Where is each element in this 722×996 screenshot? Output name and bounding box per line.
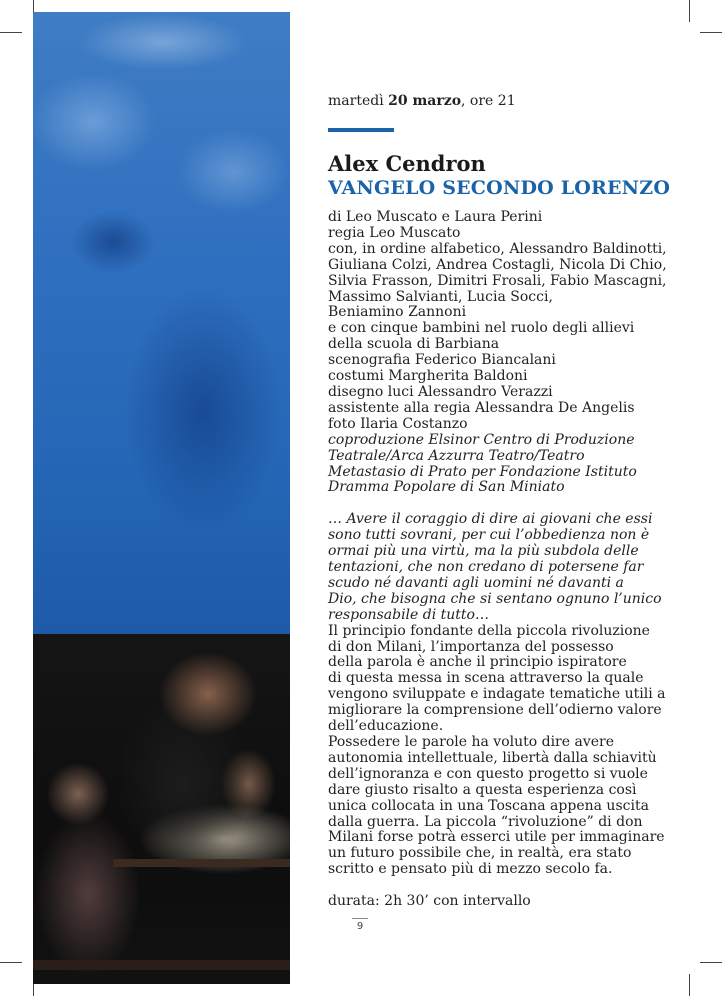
paragraph-line: della parola è anche il principio ispiratore: [328, 654, 627, 671]
coproduction-line: coproduzione Elsinor Centro di Produzione: [328, 431, 635, 448]
paragraph-1: [328, 622, 666, 735]
paragraph-line: Possedere le parole ha voluto dire avere: [328, 734, 615, 750]
credit-line: scenografia Federico Biancalani: [328, 352, 556, 369]
credit-line: con, in ordine alfabetico, Alessandro Baldinotti,: [328, 240, 667, 257]
event-date: [328, 92, 648, 110]
coproduction-line: Teatrale/Arca Azzurra Teatro/Teatro: [328, 447, 585, 464]
quote-block: [328, 511, 662, 623]
credit-line: della scuola di Barbiana: [328, 336, 500, 353]
artist-name: Alex Cendron: [328, 151, 486, 176]
paragraph-line: unica collocata in una Toscana appena uscita: [328, 797, 649, 814]
quote-line: Dio, che bisogna che si sentano ognuno l’unico: [328, 590, 662, 607]
crop-mark: [700, 32, 722, 33]
quote-line: ormai più una virtù, ma la più subdola delle: [328, 543, 639, 560]
credit-line: Silvia Frasson, Dimitri Frosali, Fabio Mascagni,: [328, 272, 667, 289]
paragraph-2: [328, 734, 665, 878]
event-text-column: [328, 92, 671, 910]
credit-line: foto Ilaria Costanzo: [328, 415, 468, 432]
duration: durata: 2h 30’ con intervallo: [328, 893, 531, 910]
paragraph-line: autonomia intellettuale, libertà dalla schiavitù: [328, 749, 657, 766]
credit-line: assistente alla regia Alessandra De Angelis: [328, 399, 635, 416]
date-prefix: martedì: [328, 93, 389, 109]
accent-rule: [328, 128, 394, 132]
date-bold: 20 marzo: [388, 93, 462, 109]
credit-line: disegno luci Alessandro Verazzi: [328, 383, 553, 400]
credit-line: regia Leo Muscato: [328, 224, 461, 241]
crop-mark: [700, 962, 722, 963]
quote-line: scudo né davanti agli uomini né davanti a: [328, 574, 624, 591]
crop-mark: [0, 32, 22, 33]
paragraph-line: migliorare la comprensione dell’odierno valore: [328, 702, 662, 719]
paragraph-line: dare giusto risalto a questa esperienza così: [328, 781, 637, 798]
quote-line: sono tutti sovrani, per cui l’obbedienza non è: [328, 527, 650, 544]
photo-column: [33, 12, 290, 984]
crop-mark: [0, 962, 22, 963]
credits-list: [328, 209, 667, 433]
credit-line: costumi Margherita Baldoni: [328, 368, 528, 385]
credit-line: Beniamino Zannoni: [328, 304, 467, 321]
coproduction-block: [328, 433, 648, 497]
crop-mark: [689, 974, 690, 996]
quote-line: … Avere il coraggio di dire ai giovani che essi: [328, 511, 653, 528]
coproduction-line: Dramma Popolare di San Miniato: [328, 479, 565, 496]
paragraph-line: Milani forse potrà esserci utile per immaginare: [328, 829, 665, 846]
crop-mark: [689, 0, 690, 22]
stage-photo: [33, 634, 290, 984]
credit-line: di Leo Muscato e Laura Perini: [328, 209, 543, 225]
credits-block: [328, 209, 667, 910]
paragraph-line: scritto e pensato più di mezzo secolo fa.: [328, 861, 613, 878]
paragraph-line: dell’ignoranza e con questo progetto si vuole: [328, 765, 648, 782]
paragraph-line: di questa messa in scena attraverso la quale: [328, 670, 644, 687]
stage-floor: [33, 960, 290, 970]
page-number-rule: [352, 918, 368, 919]
paragraph-line: un futuro possibile che, in realtà, era stato: [328, 845, 632, 862]
quote-line: responsabile di tutto…: [328, 606, 489, 623]
date-suffix: , ore 21: [461, 93, 516, 109]
credit-line: e con cinque bambini nel ruolo degli allievi: [328, 320, 635, 337]
paragraph-line: vengono sviluppate e indagate tematiche utili a: [328, 686, 666, 703]
table-shape: [113, 859, 290, 867]
paragraph-line: Il principio fondante della piccola rivoluzione: [328, 622, 650, 639]
page-number: 9: [356, 921, 364, 932]
audience-photo: [33, 12, 290, 634]
credit-line: Giuliana Colzi, Andrea Costagli, Nicola Di Chio,: [328, 256, 667, 273]
paragraph-line: dell’educazione.: [328, 718, 444, 735]
show-title: VANGELO SECONDO LORENZO: [328, 177, 671, 199]
coproduction-line: Metastasio di Prato per Fondazione Istituto: [328, 463, 637, 480]
paragraph-line: dalla guerra. La piccola “rivoluzione” di don: [328, 813, 643, 830]
credit-line: Massimo Salvianti, Lucia Socci,: [328, 288, 553, 305]
quote-line: tentazioni, che non credano di potersene far: [328, 559, 644, 576]
paragraph-line: di don Milani, l’importanza del possesso: [328, 638, 614, 655]
